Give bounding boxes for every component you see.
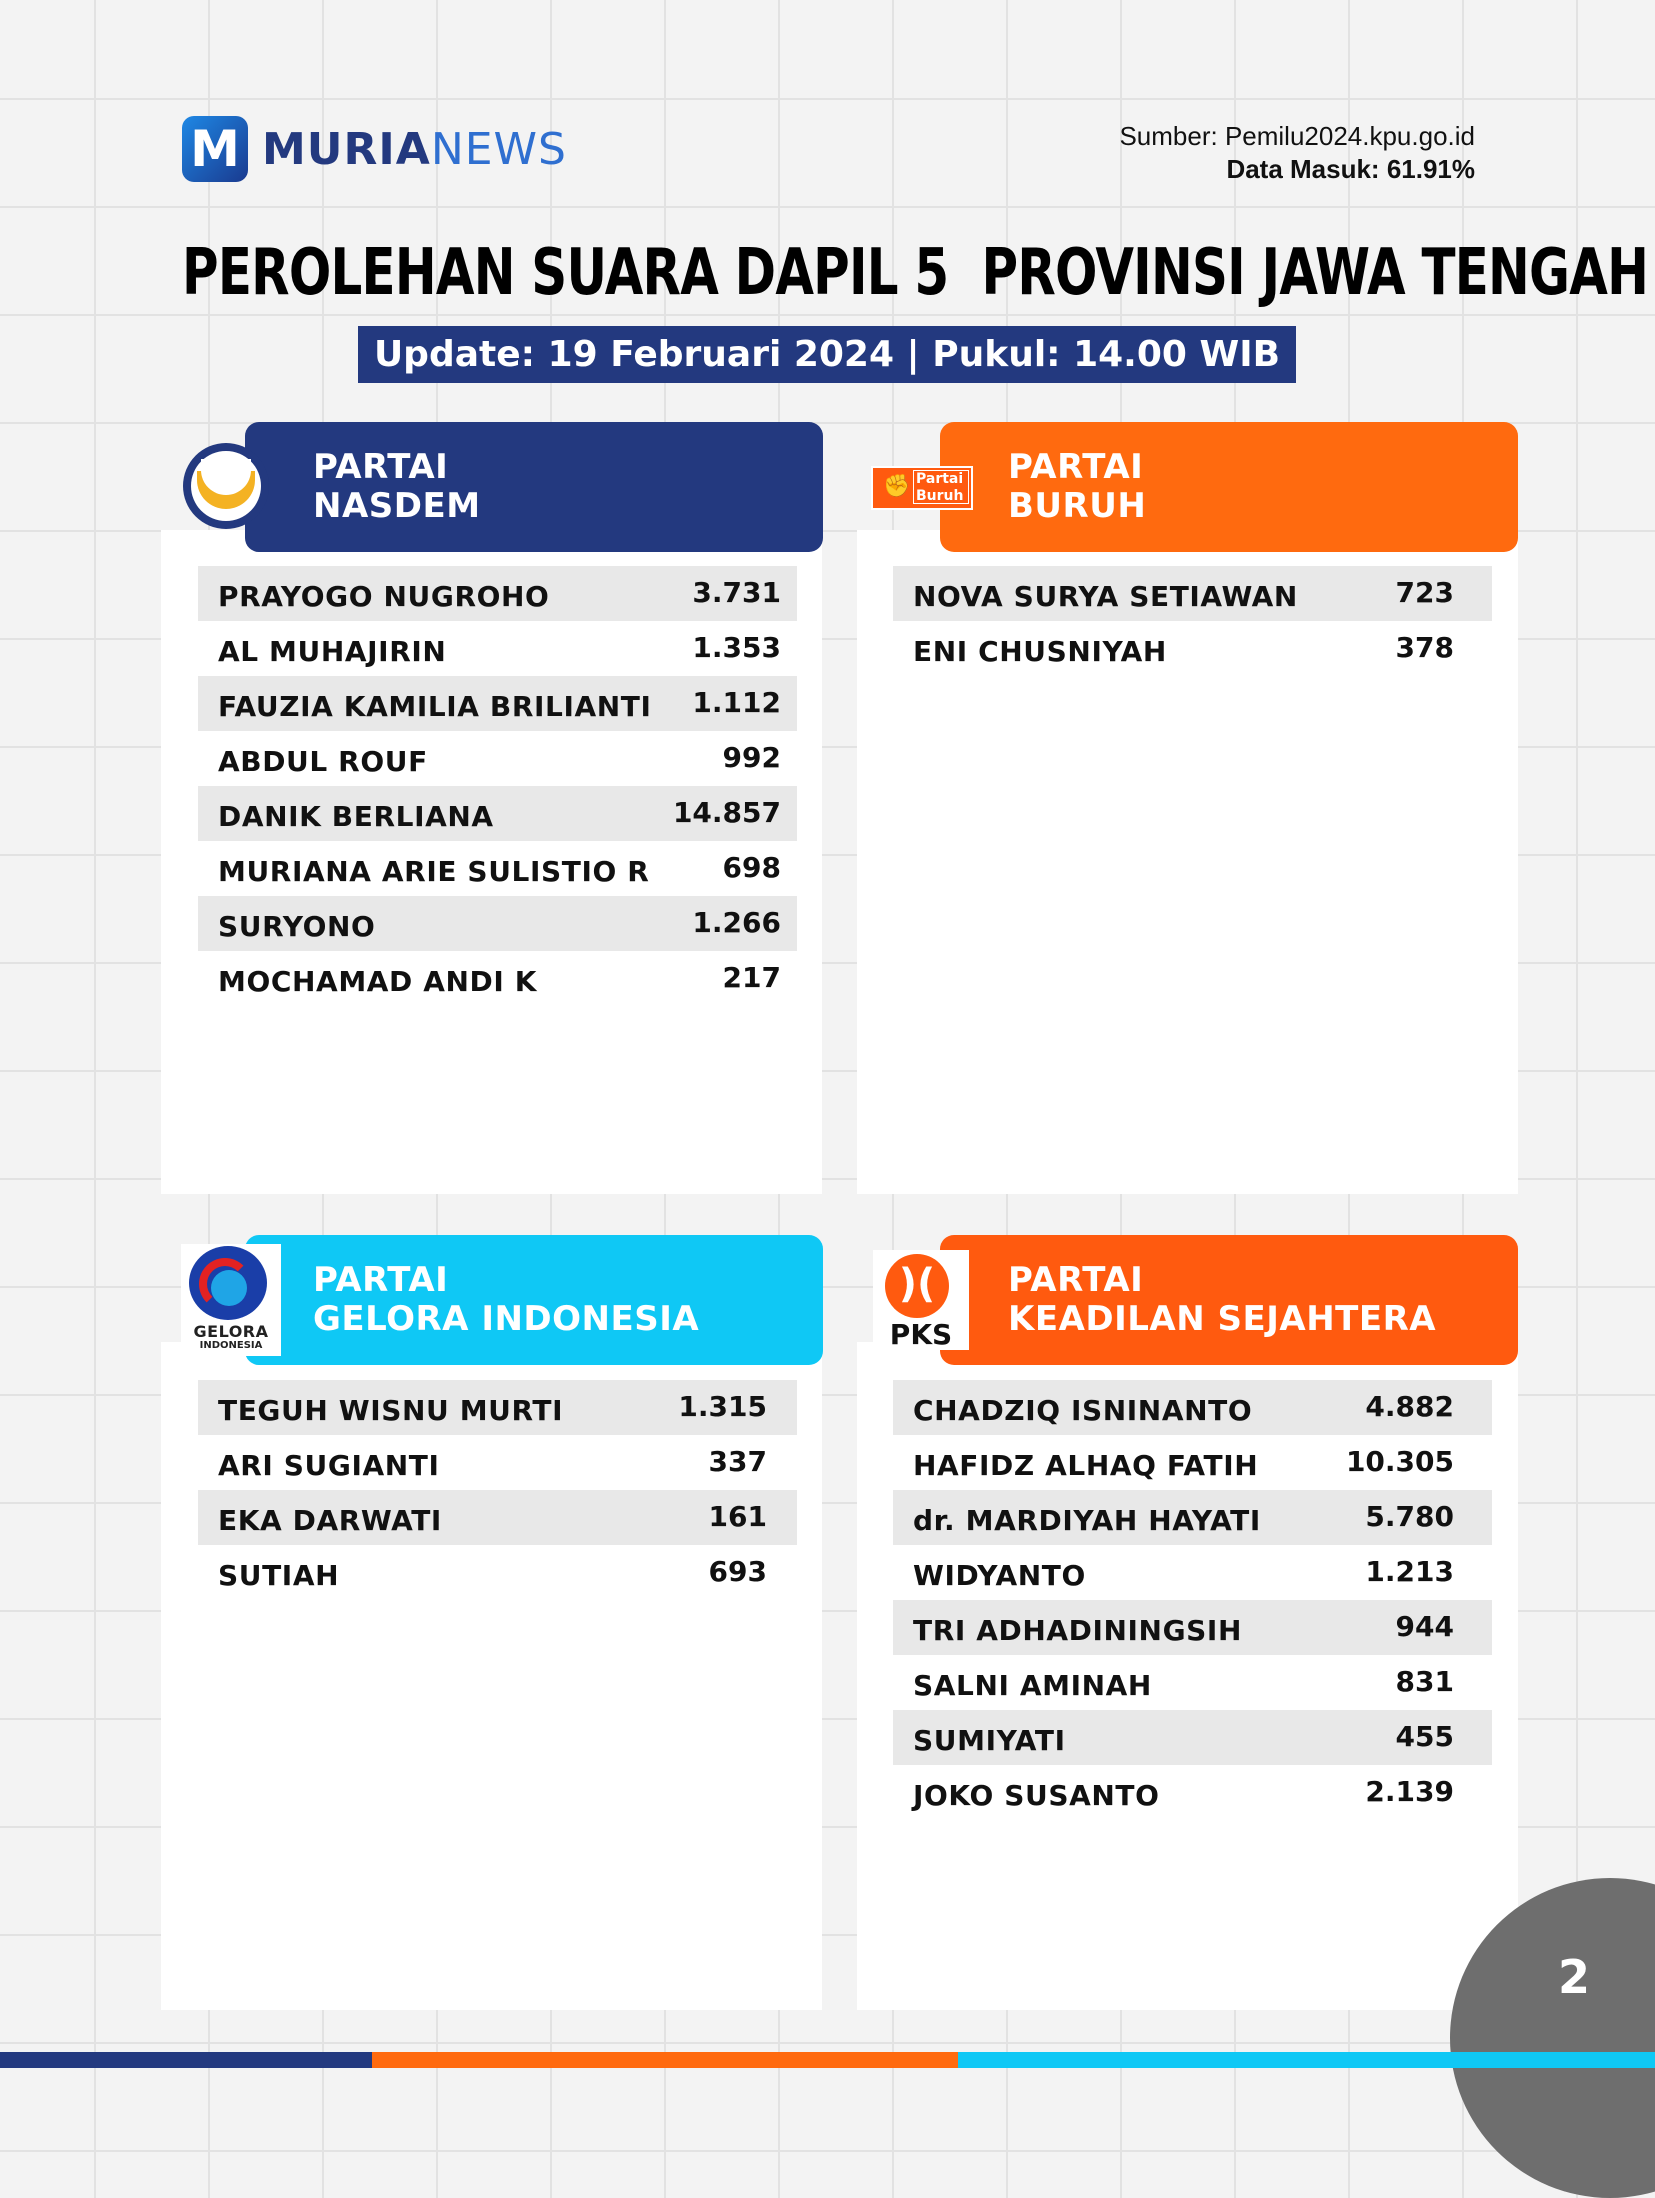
party-name: GELORA INDONESIA	[313, 1299, 700, 1339]
candidate-row	[893, 621, 1492, 676]
source-line: Sumber: Pemilu2024.kpu.go.id	[1119, 121, 1475, 151]
candidate-name: DANIK BERLIANA	[218, 800, 494, 833]
candidate-name: ENI CHUSNIYAH	[913, 635, 1167, 668]
gelora-logo-text: GELORA	[193, 1322, 269, 1341]
party-header-pks	[940, 1235, 1518, 1365]
party-label: PARTAI	[1008, 447, 1144, 487]
candidate-votes: 693	[708, 1555, 767, 1588]
party-header-nasdem	[245, 422, 823, 552]
party-name: KEADILAN SEJAHTERA	[1008, 1299, 1437, 1339]
party-label: PARTAI	[313, 447, 449, 487]
bottom-color-bar	[0, 2052, 1655, 2068]
candidate-row	[198, 1435, 797, 1490]
candidate-name: MOCHAMAD ANDI K	[218, 965, 538, 998]
candidate-row	[198, 566, 797, 621]
candidate-name: SUTIAH	[218, 1559, 340, 1592]
candidate-list-gelora	[198, 1380, 797, 1600]
candidate-row	[893, 1380, 1492, 1435]
buruh-logo-text: Partai Buruh	[913, 470, 969, 504]
buruh-logo-icon: ✊ Partai Buruh	[871, 466, 973, 510]
page-title: PEROLEHAN SUARA DAPIL 5 PROVINSI JAWA TENGAH	[182, 236, 1649, 310]
candidate-votes: 161	[708, 1500, 767, 1533]
candidate-row	[198, 676, 797, 731]
pks-logo-icon: )( PKS	[873, 1250, 969, 1350]
candidate-row	[893, 1435, 1492, 1490]
candidate-name: JOKO SUSANTO	[913, 1779, 1160, 1812]
brand-name-light: NEWS	[430, 123, 567, 175]
data-masuk: Data Masuk: 61.91%	[1226, 154, 1475, 184]
candidate-votes: 1.213	[1365, 1555, 1454, 1588]
party-label: PARTAI	[313, 1260, 449, 1300]
muria-logo-icon: M	[182, 116, 248, 182]
pks-logo-text: PKS	[889, 1318, 953, 1351]
candidate-votes: 4.882	[1365, 1390, 1454, 1423]
candidate-name: SALNI AMINAH	[913, 1669, 1152, 1702]
nasdem-logo-icon	[183, 443, 269, 529]
candidate-name: SUMIYATI	[913, 1724, 1066, 1757]
candidate-name: TEGUH WISNU MURTI	[218, 1394, 564, 1427]
candidate-name: dr. MARDIYAH HAYATI	[913, 1504, 1261, 1537]
candidate-name: PRAYOGO NUGROHO	[218, 580, 550, 613]
party-name: BURUH	[1008, 486, 1147, 526]
party-header-gelora	[245, 1235, 823, 1365]
candidate-row	[198, 1545, 797, 1600]
gelora-logo-subtext: INDONESIA	[199, 1340, 263, 1351]
party-header-buruh	[940, 422, 1518, 552]
candidate-row	[893, 1655, 1492, 1710]
bar-segment	[372, 2052, 958, 2068]
candidate-votes: 944	[1395, 1610, 1454, 1643]
party-label: PARTAI	[1008, 1260, 1144, 1300]
candidate-votes: 217	[722, 961, 781, 994]
candidate-votes: 1.315	[678, 1390, 767, 1423]
candidate-votes: 1.353	[692, 631, 781, 664]
candidate-votes: 723	[1395, 576, 1454, 609]
candidate-list-nasdem	[198, 566, 797, 1006]
candidate-name: SURYONO	[218, 910, 376, 943]
candidate-name: NOVA SURYA SETIAWAN	[913, 580, 1298, 613]
bar-segment	[958, 2052, 1655, 2068]
bar-segment	[0, 2052, 372, 2068]
candidate-name: CHADZIQ ISNINANTO	[913, 1394, 1253, 1427]
candidate-votes: 698	[722, 851, 781, 884]
candidate-row	[893, 1600, 1492, 1655]
candidate-row	[198, 1490, 797, 1545]
candidate-votes: 14.857	[672, 796, 781, 829]
candidate-row	[198, 731, 797, 786]
candidate-row	[893, 1545, 1492, 1600]
candidate-row	[198, 896, 797, 951]
party-name: NASDEM	[313, 486, 481, 526]
candidate-name: WIDYANTO	[913, 1559, 1086, 1592]
candidate-name: EKA DARWATI	[218, 1504, 442, 1537]
candidate-row	[893, 566, 1492, 621]
candidate-votes: 831	[1395, 1665, 1454, 1698]
candidate-votes: 3.731	[692, 576, 781, 609]
candidate-votes: 337	[708, 1445, 767, 1478]
candidate-list-buruh	[893, 566, 1492, 676]
brand-logo	[182, 114, 567, 184]
candidate-name: ABDUL ROUF	[218, 745, 428, 778]
candidate-row	[893, 1490, 1492, 1545]
update-banner: Update: 19 Februari 2024 | Pukul: 14.00 WIB	[358, 326, 1296, 383]
candidate-name: MURIANA ARIE SULISTIO R	[218, 855, 650, 888]
candidate-votes: 1.112	[692, 686, 781, 719]
candidate-row	[198, 786, 797, 841]
candidate-name: AL MUHAJIRIN	[218, 635, 447, 668]
candidate-row	[893, 1765, 1492, 1820]
data-source	[1119, 120, 1475, 186]
candidate-votes: 10.305	[1345, 1445, 1454, 1478]
gelora-logo-icon	[181, 1244, 281, 1356]
brand-name-bold: MURIA	[262, 123, 431, 175]
page-number: 2	[1558, 1950, 1591, 2004]
candidate-votes: 2.139	[1365, 1775, 1454, 1808]
candidate-row	[198, 841, 797, 896]
candidate-row	[198, 1380, 797, 1435]
candidate-name: HAFIDZ ALHAQ FATIH	[913, 1449, 1259, 1482]
candidate-votes: 5.780	[1365, 1500, 1454, 1533]
candidate-list-pks	[893, 1380, 1492, 1820]
candidate-row	[198, 621, 797, 676]
candidate-votes: 455	[1395, 1720, 1454, 1753]
candidate-row	[198, 951, 797, 1006]
brand-name	[262, 124, 567, 175]
candidate-name: ARI SUGIANTI	[218, 1449, 440, 1482]
candidate-votes: 378	[1395, 631, 1454, 664]
candidate-votes: 992	[722, 741, 781, 774]
candidate-row	[893, 1710, 1492, 1765]
candidate-name: FAUZIA KAMILIA BRILIANTI	[218, 690, 652, 723]
candidate-name: TRI ADHADININGSIH	[913, 1614, 1242, 1647]
candidate-votes: 1.266	[692, 906, 781, 939]
